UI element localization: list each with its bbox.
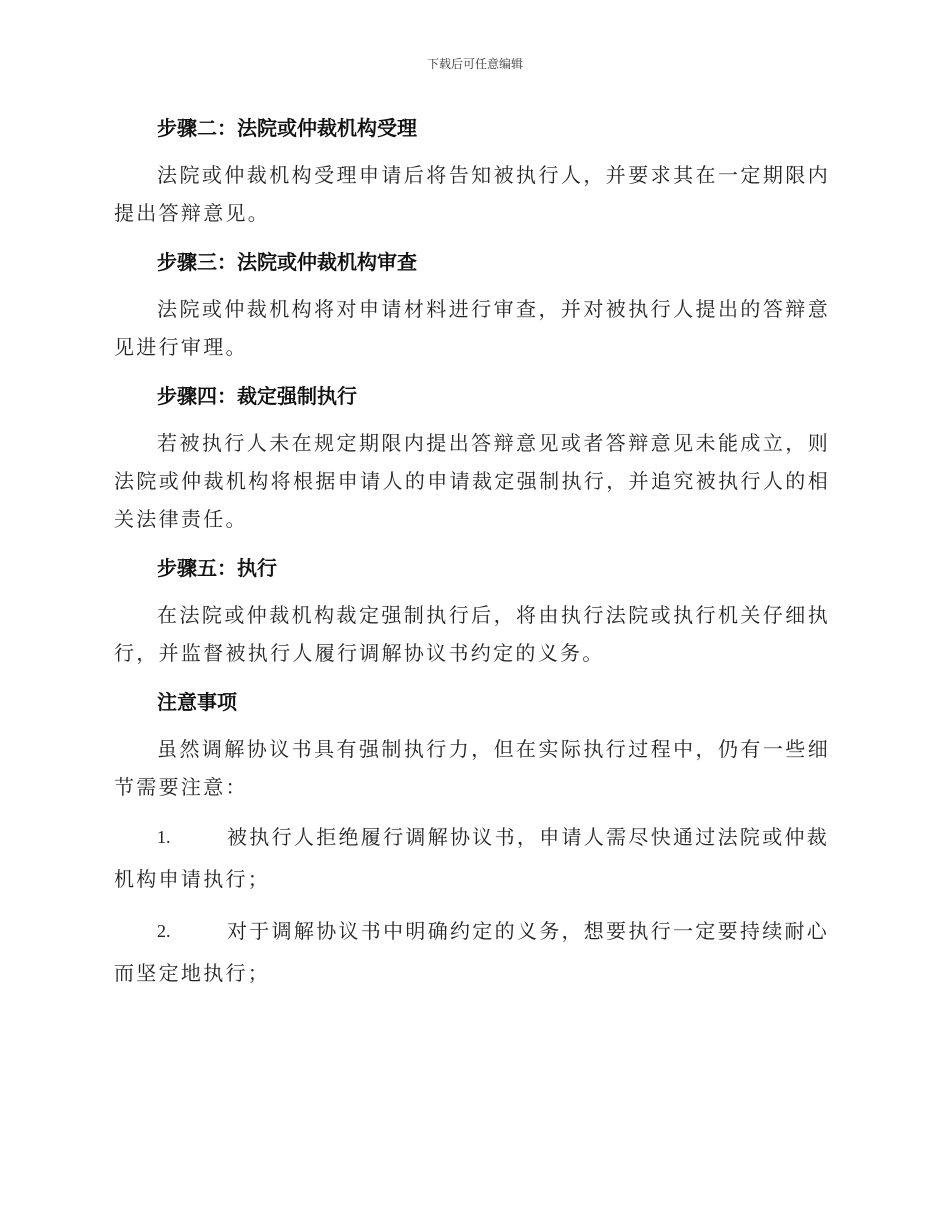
list-number: 1. bbox=[157, 827, 171, 847]
section-heading: 步骤三：法院或仲裁机构审查 bbox=[157, 250, 417, 274]
list-text: 被执行人拒绝履行调解协议书，申请人需尽快通过法院或仲裁机构申请执行； bbox=[114, 825, 830, 891]
page-header: 下载后可任意编辑 bbox=[426, 57, 523, 71]
section-step-3 bbox=[114, 242, 830, 366]
section-heading: 步骤四：裁定强制执行 bbox=[157, 384, 357, 408]
section-heading: 步骤五：执行 bbox=[157, 556, 277, 580]
section-paragraph: 在法院或仲裁机构裁定强制执行后，将由执行法院或执行机关仔细执行，并监督被执行人履行调解协议书约定的义务。 bbox=[114, 603, 830, 665]
list-item bbox=[114, 816, 830, 900]
section-step-2 bbox=[114, 108, 830, 232]
document-body bbox=[114, 108, 830, 1004]
section-heading: 注意事项 bbox=[157, 690, 237, 714]
section-step-4 bbox=[114, 376, 830, 538]
section-paragraph: 若被执行人未在规定期限内提出答辩意见或者答辩意见未能成立，则法院或仲裁机构将根据申请人的申请裁定强制执行，并追究被执行人的相关法律责任。 bbox=[114, 431, 830, 531]
section-paragraph: 法院或仲裁机构将对申请材料进行审查，并对被执行人提出的答辩意见进行审理。 bbox=[114, 297, 830, 359]
section-notes bbox=[114, 682, 830, 994]
section-heading: 步骤二：法院或仲裁机构受理 bbox=[157, 116, 417, 140]
section-paragraph: 虽然调解协议书具有强制执行力，但在实际执行过程中，仍有一些细节需要注意： bbox=[114, 737, 830, 799]
section-step-5 bbox=[114, 548, 830, 672]
section-paragraph: 法院或仲裁机构受理申请后将告知被执行人，并要求其在一定期限内提出答辩意见。 bbox=[114, 163, 830, 225]
list-text: 对于调解协议书中明确约定的义务，想要执行一定要持续耐心而坚定地执行； bbox=[114, 919, 830, 985]
list-item bbox=[114, 910, 830, 994]
list-number: 2. bbox=[157, 921, 171, 941]
